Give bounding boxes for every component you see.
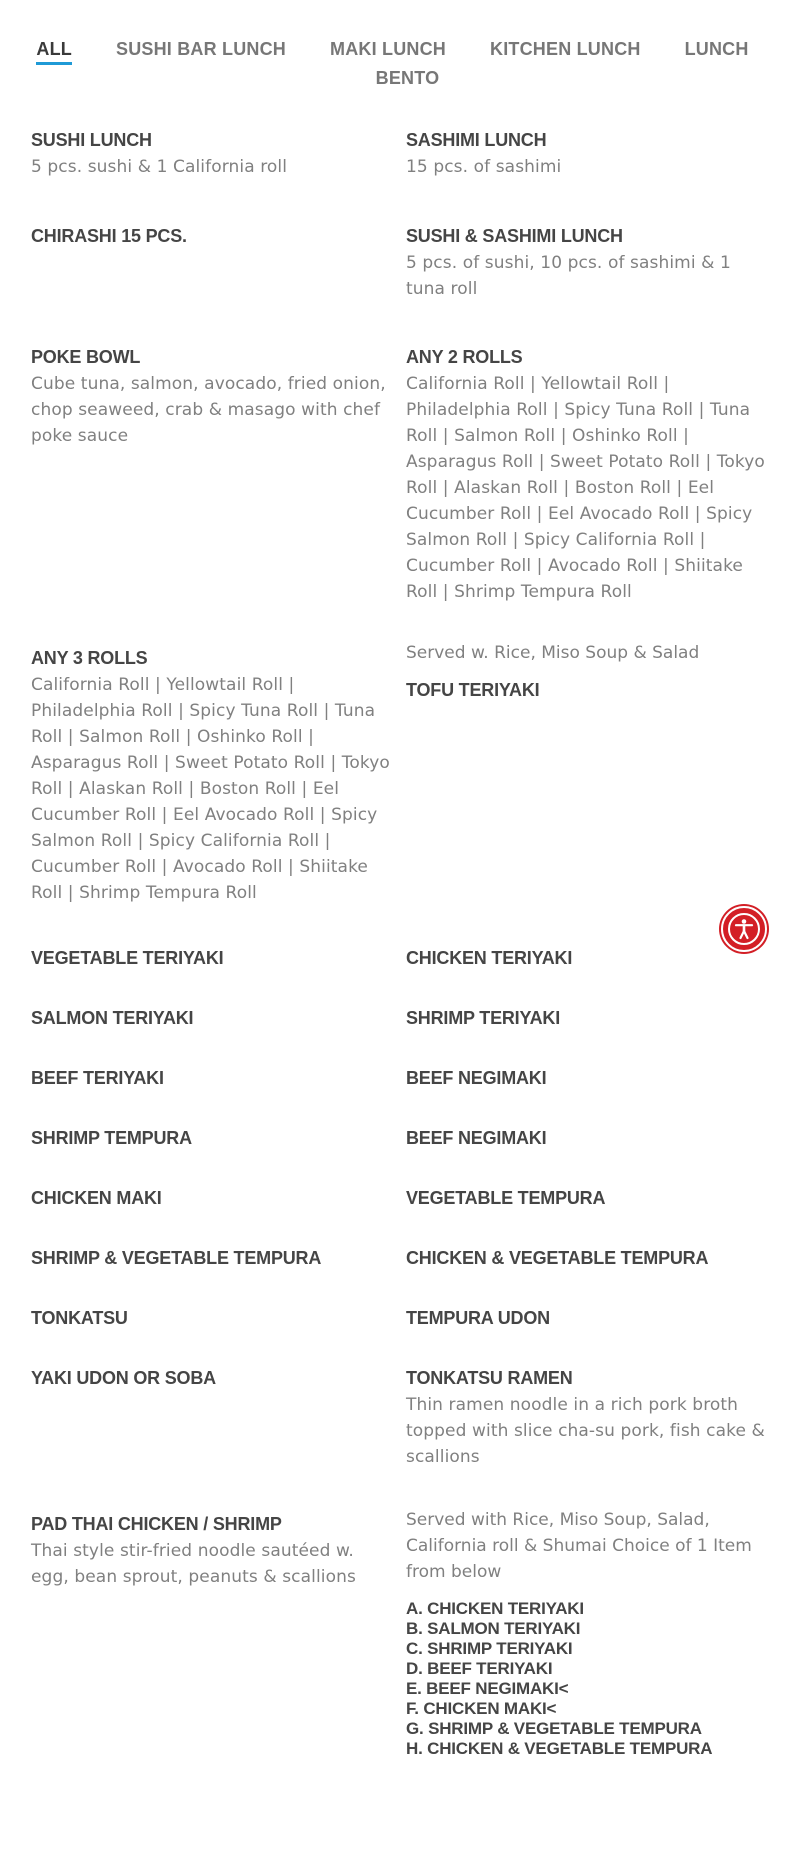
item-title: PAD THAI CHICKEN / SHRIMP [31,1514,282,1534]
item-title: CHICKEN TERIYAKI [406,948,573,968]
menu-item-chicken-teriyaki[interactable] [406,946,766,970]
item-title: BEEF NEGIMAKI [406,1128,547,1148]
bento-choice: E. BEEF NEGIMAKI< [406,1679,569,1698]
menu-item-sushi-sashimi-lunch[interactable] [406,224,766,302]
menu-item-pad-thai[interactable] [31,1512,391,1590]
section-note: Served w. Rice, Miso Soup & Salad [406,643,700,663]
item-title: CHICKEN MAKI [31,1188,162,1208]
item-title: ANY 2 ROLLS [406,347,523,367]
item-title: SUSHI & SASHIMI LUNCH [406,226,623,246]
item-title: TOFU TERIYAKI [406,680,540,700]
menu-item-beef-negimaki[interactable] [406,1066,766,1090]
item-title: YAKI UDON OR SOBA [31,1368,216,1388]
item-description: Cube tuna, salmon, avocado, fried onion, chop seaweed, crab & masago with chef poke sauce [31,374,386,446]
bento-choice: H. CHICKEN & VEGETABLE TEMPURA [406,1739,713,1758]
item-title: SUSHI LUNCH [31,130,152,150]
menu-item-vegetable-teriyaki[interactable] [31,946,391,970]
item-title: SHRIMP & VEGETABLE TEMPURA [31,1248,322,1268]
bento-choice: B. SALMON TERIYAKI [406,1619,581,1638]
menu-item-poke-bowl[interactable] [31,345,391,449]
item-description: California Roll | Yellowtail Roll | Philadelphia Roll | Spicy Tuna Roll | Tuna Roll | Salmon Roll | Oshinko Roll | Asparagus Roll | Sweet Potato Roll | Tokyo Roll | Alaskan Roll | Boston Roll | Eel Cucumber Roll | Eel Avocado Roll | Spicy Salmon Roll | Spicy California Roll | Cucumber Roll | Avocado Roll | Shiitake Roll | Shrimp Tempura Roll [406,374,765,602]
menu-item-any-2-rolls[interactable] [406,345,768,605]
item-title: CHICKEN & VEGETABLE TEMPURA [406,1248,709,1268]
menu-item-tonkatsu-ramen[interactable] [406,1366,766,1470]
tab-lunch-bento-line1: LUNCH [684,39,749,59]
menu-item-chirashi[interactable] [31,224,391,248]
menu-item-beef-teriyaki[interactable] [31,1066,391,1090]
menu-item-yaki-udon[interactable] [31,1366,391,1390]
menu-item-tofu-teriyaki[interactable] [406,640,766,702]
category-tabs [0,36,785,91]
tab-sushi-bar-lunch[interactable]: SUSHI BAR LUNCH [115,39,286,59]
item-title: ANY 3 ROLLS [31,648,148,668]
item-description: Thin ramen noodle in a rich pork broth topped with slice cha-su pork, fish cake & scallions [406,1395,765,1467]
item-description: 5 pcs. of sushi, 10 pcs. of sashimi & 1 tuna roll [406,253,731,299]
bento-choice: G. SHRIMP & VEGETABLE TEMPURA [406,1719,702,1738]
menu-item-salmon-teriyaki[interactable] [31,1006,391,1030]
item-title: TEMPURA UDON [406,1308,550,1328]
bento-choice: D. BEEF TERIYAKI [406,1659,553,1678]
menu-item-sashimi-lunch[interactable] [406,128,766,180]
menu-item-shrimp-vegetable-tempura[interactable] [31,1246,391,1270]
item-title: TONKATSU [31,1308,128,1328]
item-title: TONKATSU RAMEN [406,1368,573,1388]
menu-item-shrimp-tempura[interactable] [31,1126,391,1150]
menu-item-beef-negimaki-2[interactable] [406,1126,766,1150]
item-title: SHRIMP TEMPURA [31,1128,192,1148]
menu-item-tempura-udon[interactable] [406,1306,766,1330]
item-title: SHRIMP TERIYAKI [406,1008,561,1028]
item-title: CHIRASHI 15 PCS. [31,226,187,246]
bento-choice: A. CHICKEN TERIYAKI [406,1599,584,1618]
tab-lunch-bento[interactable] [685,36,749,62]
menu-item-lunch-bento[interactable] [406,1507,766,1759]
item-title: VEGETABLE TERIYAKI [31,948,224,968]
tab-all[interactable]: ALL [36,36,72,65]
item-title: BEEF TERIYAKI [31,1068,164,1088]
bento-choice-list [406,1599,766,1759]
tab-lunch-bento-line2[interactable]: BENTO [375,68,440,88]
menu-item-shrimp-teriyaki[interactable] [406,1006,766,1030]
item-title: BEEF NEGIMAKI [406,1068,547,1088]
item-title: SALMON TERIYAKI [31,1008,194,1028]
menu-item-any-3-rolls[interactable] [31,646,393,906]
accessibility-icon [727,912,761,946]
menu-item-sushi-lunch[interactable] [31,128,391,180]
section-note: Served with Rice, Miso Soup, Salad, California roll & Shumai Choice of 1 Item from below [406,1510,752,1582]
item-description: 15 pcs. of sashimi [406,157,562,177]
item-title: VEGETABLE TEMPURA [406,1188,606,1208]
item-title: SASHIMI LUNCH [406,130,547,150]
menu-item-chicken-vegetable-tempura[interactable] [406,1246,766,1270]
accessibility-button[interactable] [721,906,767,952]
item-description: 5 pcs. sushi & 1 California roll [31,157,288,177]
item-description: Thai style stir-fried noodle sautéed w. egg, bean sprout, peanuts & scallions [31,1541,356,1587]
tab-kitchen-lunch[interactable]: KITCHEN LUNCH [490,39,641,59]
menu-item-tonkatsu[interactable] [31,1306,391,1330]
item-description: California Roll | Yellowtail Roll | Philadelphia Roll | Spicy Tuna Roll | Tuna Roll | Salmon Roll | Oshinko Roll | Asparagus Roll | Sweet Potato Roll | Tokyo Roll | Alaskan Roll | Boston Roll | Eel Cucumber Roll | Eel Avocado Roll | Spicy Salmon Roll | Spicy California Roll | Cucumber Roll | Avocado Roll | Shiitake Roll | Shrimp Tempura Roll [31,675,390,903]
menu-item-chicken-maki[interactable] [31,1186,391,1210]
bento-choice: C. SHRIMP TERIYAKI [406,1639,573,1658]
item-title: POKE BOWL [31,347,141,367]
menu-item-vegetable-tempura[interactable] [406,1186,766,1210]
tab-maki-lunch[interactable]: MAKI LUNCH [330,39,446,59]
bento-choice: F. CHICKEN MAKI< [406,1699,557,1718]
